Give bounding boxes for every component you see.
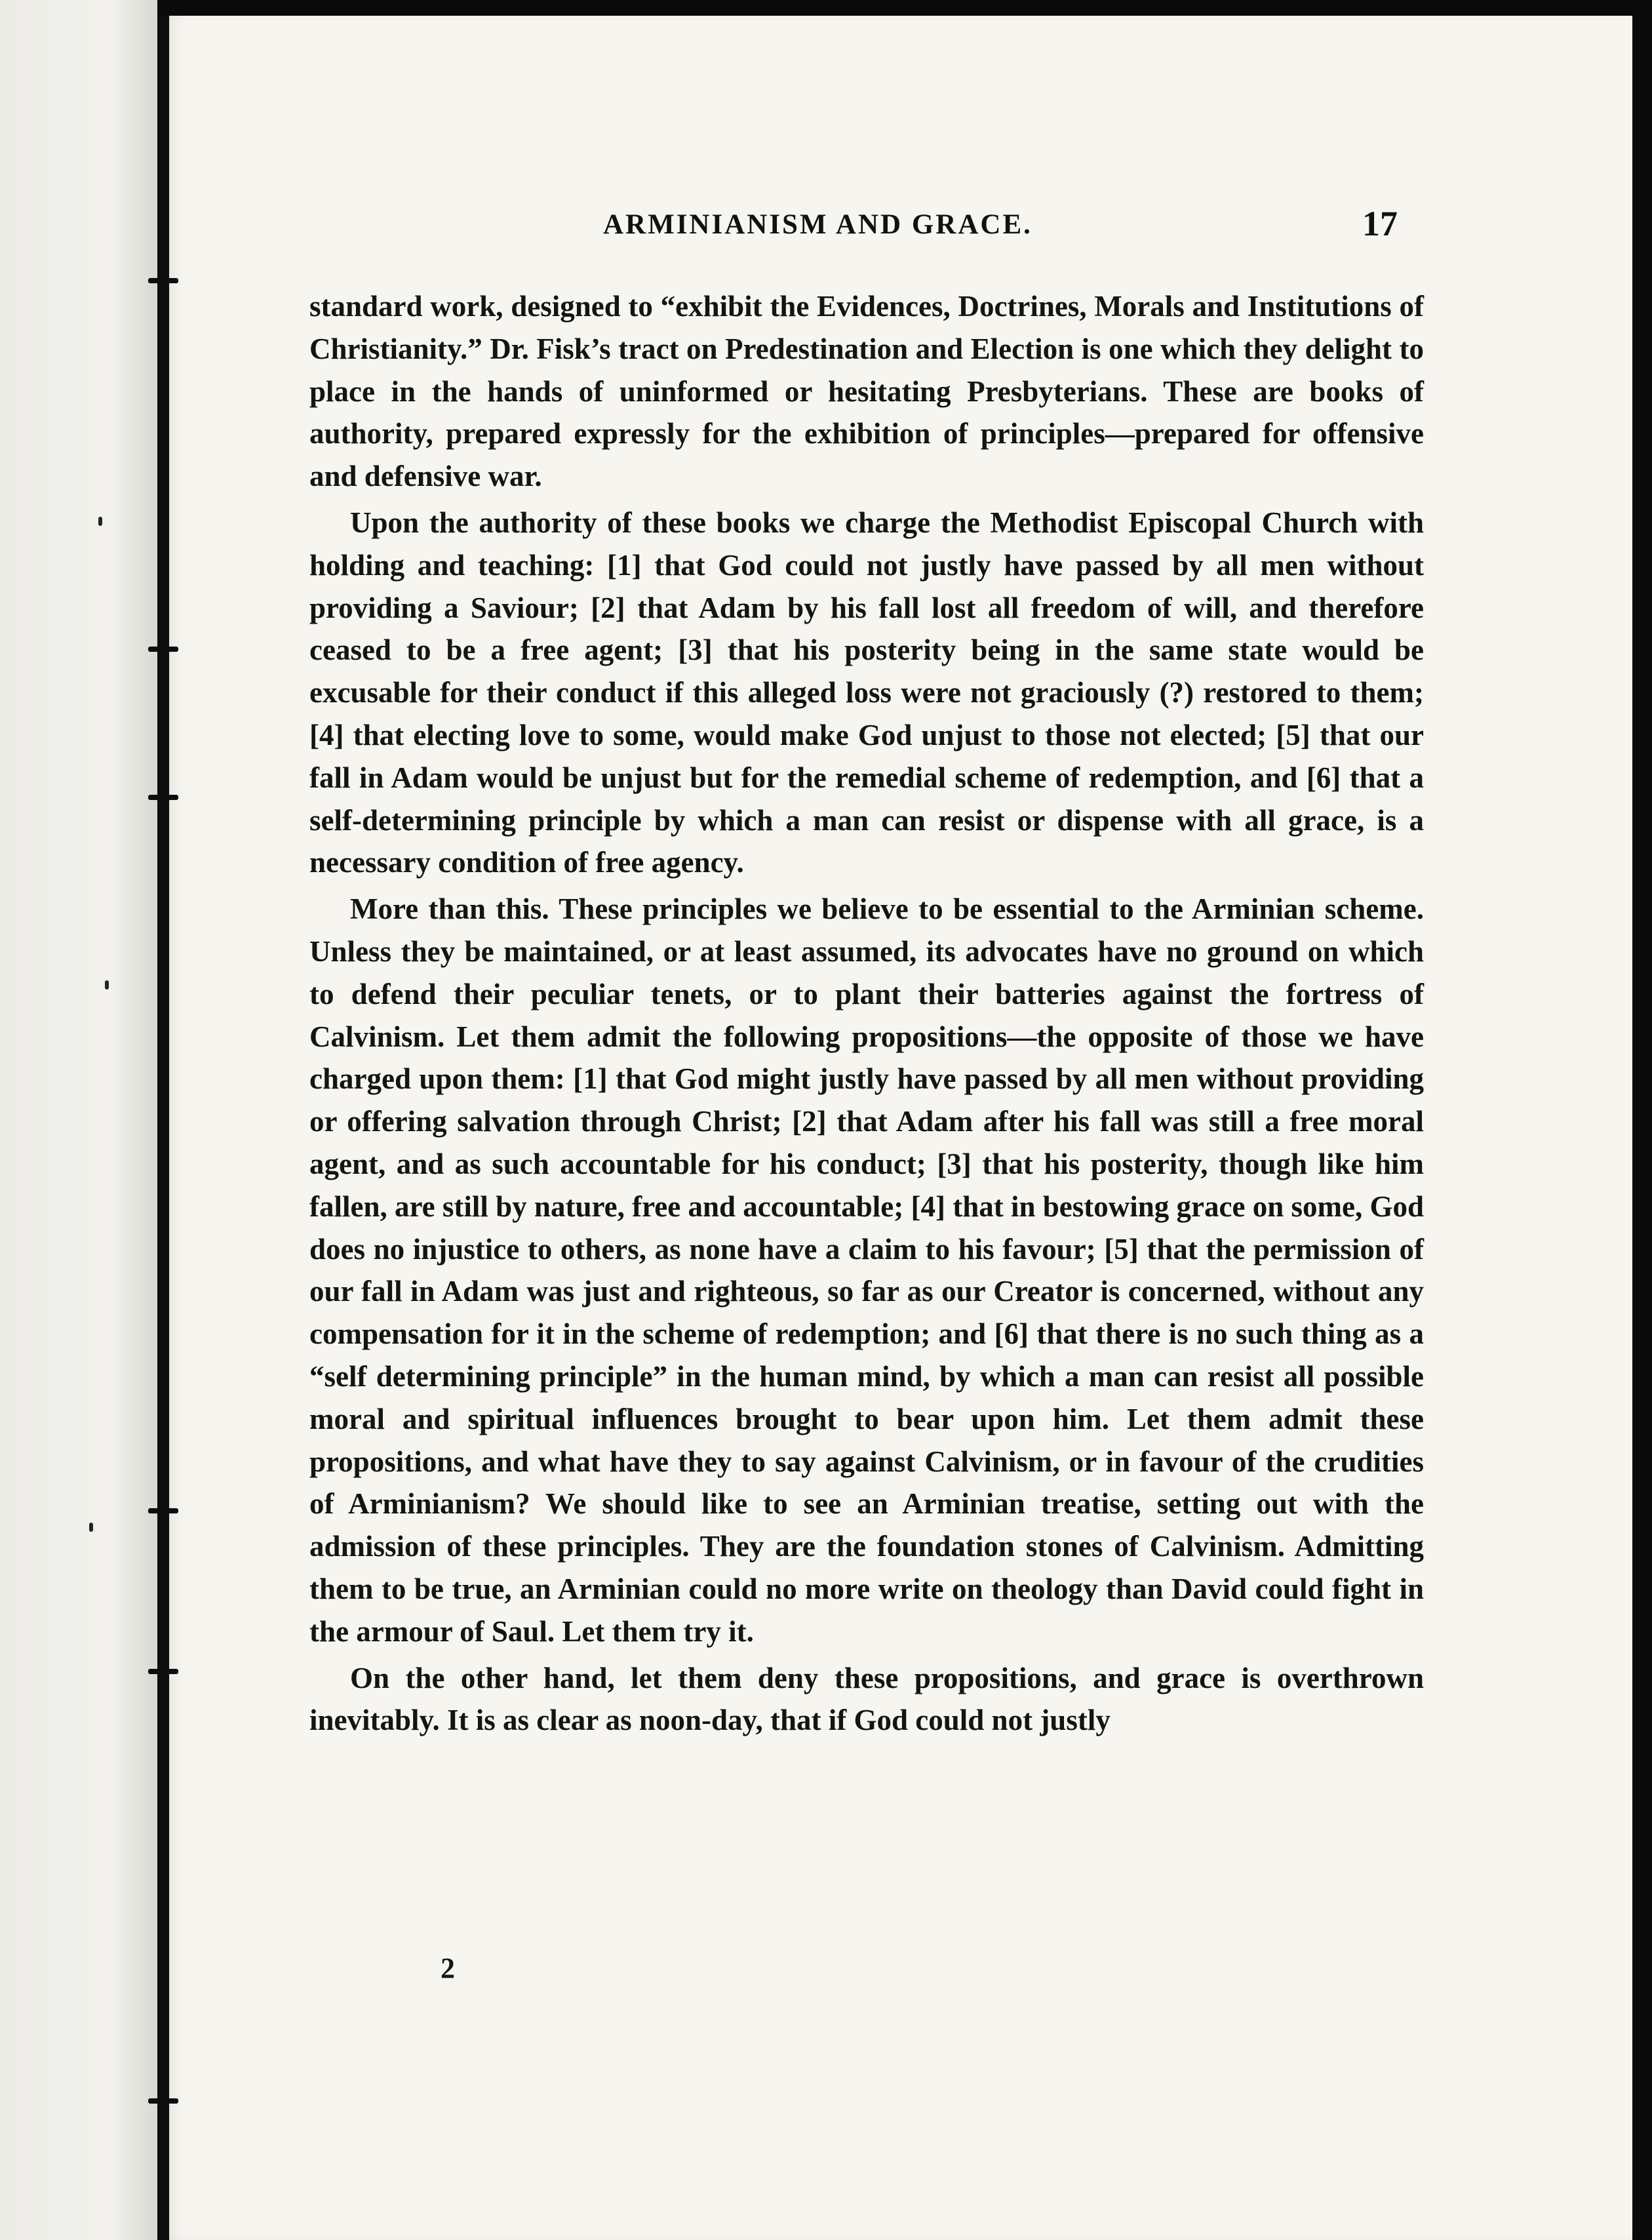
page-number: 17: [1362, 204, 1398, 243]
paragraph: On the other hand, let them deny these propositions, and grace is overthrown inevitably. It is as clear as noon-day, that if God could not justly: [309, 1661, 1424, 1737]
paragraph: standard work, designed to “exhibit the Evidences, Doctrines, Morals and Institutions of Christianity.” Dr. Fisk’s tract on Predestination and Election is one which they delight to place in the hands of uninformed or hesitating Presbyterians. These are books of authority, prepared expressly for the exhibition of principles—prepared for offensive and defensive war.: [309, 290, 1424, 493]
signature-mark: 2: [441, 1952, 455, 1984]
paper-speck: [105, 980, 109, 990]
facing-page-edge: [0, 0, 157, 2240]
binding-spine: [157, 16, 169, 2240]
paragraph: More than this. These principles we believe to be essential to the Arminian scheme. Unless they be maintained, or at least assumed, its advocates have no ground on which to defend their peculiar tenets, or to plant their batteries against the fortress of Calvinism. Let them admit the following propositions—the opposite of those we have charged upon them: [1] that God might justly have passed by all men without providing or offering salvation through Christ; [2] that Adam after his fall was still a free moral agent, and as such accountable for his conduct; [3] that his posterity, though like him fallen, are still by nature, free and accountable; [4] that in bestowing grace on some, God does no injustice to others, as none have a claim to his favour; [5] that the permission of our fall in Adam was just and righteous, so far as our Creator is concerned, without any compensation for it in the scheme of redemption; and [6] that there is no such thing as a “self determining principle” in the human mind, by which a man can resist all possible moral and spiritual influences brought to bear upon him. Let them admit these propositions, and what have they to say against Calvinism, or in favour of the crudities of Arminianism? We should like to see an Arminian treatise, setting out with the admission of these principles. They are the foundation stones of Calvinism. Admitting them to be true, an Arminian could no more write on theology than David could fight in the armour of Saul. Let them try it.: [309, 892, 1424, 1648]
binding-stitch: [148, 2098, 178, 2104]
binding-stitch: [148, 647, 178, 652]
binding-stitch: [148, 795, 178, 800]
binding-stitch: [148, 278, 178, 283]
paper-speck: [89, 1523, 93, 1532]
binding-stitch: [148, 1669, 178, 1674]
running-head: ARMINIANISM AND GRACE.: [603, 209, 1032, 240]
paper-speck: [98, 517, 102, 526]
body-text: [309, 285, 1424, 1746]
binding-stitch: [148, 1508, 178, 1513]
paragraph: Upon the authority of these books we charge the Methodist Episcopal Church with holding and teaching: [1] that God could not justly have passed by all men without providing a Saviour; [2] that Adam by his fall lost all freedom of will, and therefore ceased to be a free agent; [3] that his posterity being in the same state would be excusable for their conduct if this alleged loss were not graciously (?) restored to them; [4] that electing love to some, would make God unjust to those not elected; [5] that our fall in Adam would be unjust but for the remedial scheme of redemption, and [6] that a self-determining principle by which a man can resist or dispense with all grace, is a necessary condition of free agency.: [309, 506, 1424, 879]
